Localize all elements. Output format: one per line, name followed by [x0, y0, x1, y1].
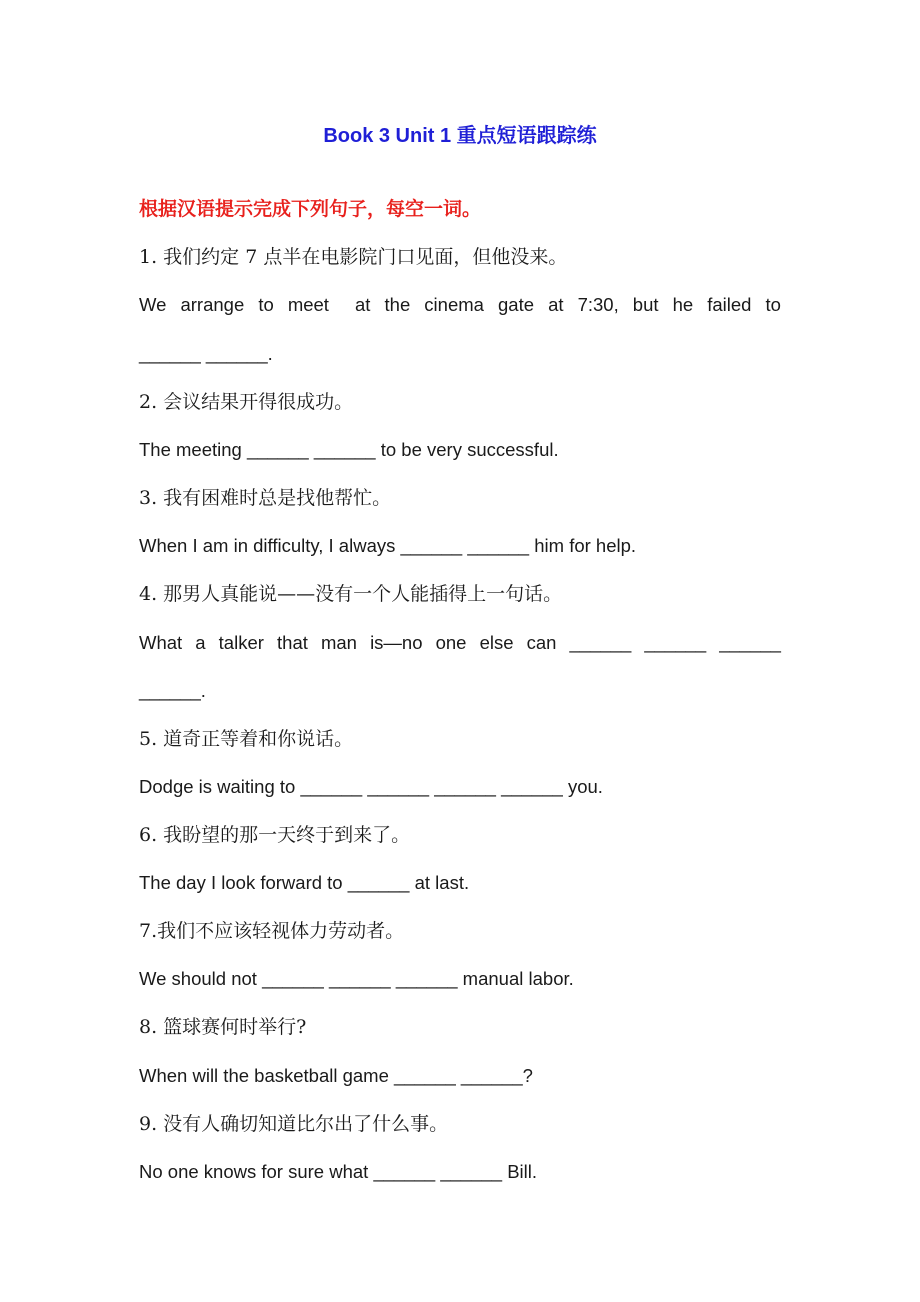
question-2-english: The meeting ______ ______ to be very successful.	[139, 439, 559, 460]
word: at	[355, 294, 371, 315]
word: can	[526, 632, 557, 653]
word: meet	[287, 294, 329, 315]
word: else	[479, 632, 514, 653]
question-3-chinese: 3. 我有困难时总是找他帮忙。	[139, 487, 392, 509]
question-7-english: We should not ______ ______ ______ manual labor.	[139, 968, 574, 989]
word: cinema	[424, 294, 484, 315]
blank: ______	[569, 632, 632, 653]
question-7-chinese: 7.我们不应该轻视体力劳动者。	[139, 920, 405, 942]
question-1-english	[139, 292, 781, 318]
question-9-chinese: 9. 没有人确切知道比尔出了什么事。	[139, 1113, 449, 1135]
question-8-english: When will the basketball game ______ ______?	[139, 1065, 533, 1086]
word: the	[384, 294, 411, 315]
question-5-english: Dodge is waiting to ______ ______ ______ ______ you.	[139, 776, 603, 797]
word: We	[139, 294, 167, 315]
word: talker	[218, 632, 264, 653]
blank: ______	[644, 632, 707, 653]
word: arrange	[180, 294, 245, 315]
question-1-chinese: 1. 我们约定 7 点半在电影院门口见面，但他没来。	[139, 246, 568, 268]
question-3-english: When I am in difficulty, I always ______ ______ him for help.	[139, 535, 637, 556]
word: he	[672, 294, 694, 315]
worksheet-title: Book 3 Unit 1 重点短语跟踪练	[323, 125, 597, 147]
question-5-chinese: 5. 道奇正等着和你说话。	[139, 728, 354, 750]
word: that	[277, 632, 308, 653]
word: one	[435, 632, 467, 653]
word: to	[765, 294, 781, 315]
blank: ______	[719, 632, 781, 653]
word: gate	[498, 294, 535, 315]
word: but	[632, 294, 659, 315]
word: at	[548, 294, 564, 315]
word: man	[320, 632, 357, 653]
question-6-chinese: 6. 我盼望的那一天终于到来了。	[139, 824, 411, 846]
word: is—no	[370, 632, 423, 653]
word: What	[139, 632, 183, 653]
question-1-english-continued: ______ ______.	[139, 343, 273, 364]
word: a	[195, 632, 206, 653]
word: failed	[707, 294, 752, 315]
word: to	[258, 294, 274, 315]
question-4-chinese: 4. 那男人真能说——没有一个人能插得上一句话。	[139, 583, 563, 605]
question-4-english	[139, 630, 781, 656]
question-2-chinese: 2. 会议结果开得很成功。	[139, 391, 354, 413]
word: 7:30,	[577, 294, 619, 315]
question-4-english-continued: ______.	[139, 680, 206, 701]
instruction-text: 根据汉语提示完成下列句子，每空一词。	[139, 199, 482, 220]
question-8-chinese: 8. 篮球赛何时举行?	[139, 1016, 307, 1038]
question-9-english: No one knows for sure what ______ ______ Bill.	[139, 1161, 538, 1182]
question-6-english: The day I look forward to ______ at last.	[139, 872, 470, 893]
